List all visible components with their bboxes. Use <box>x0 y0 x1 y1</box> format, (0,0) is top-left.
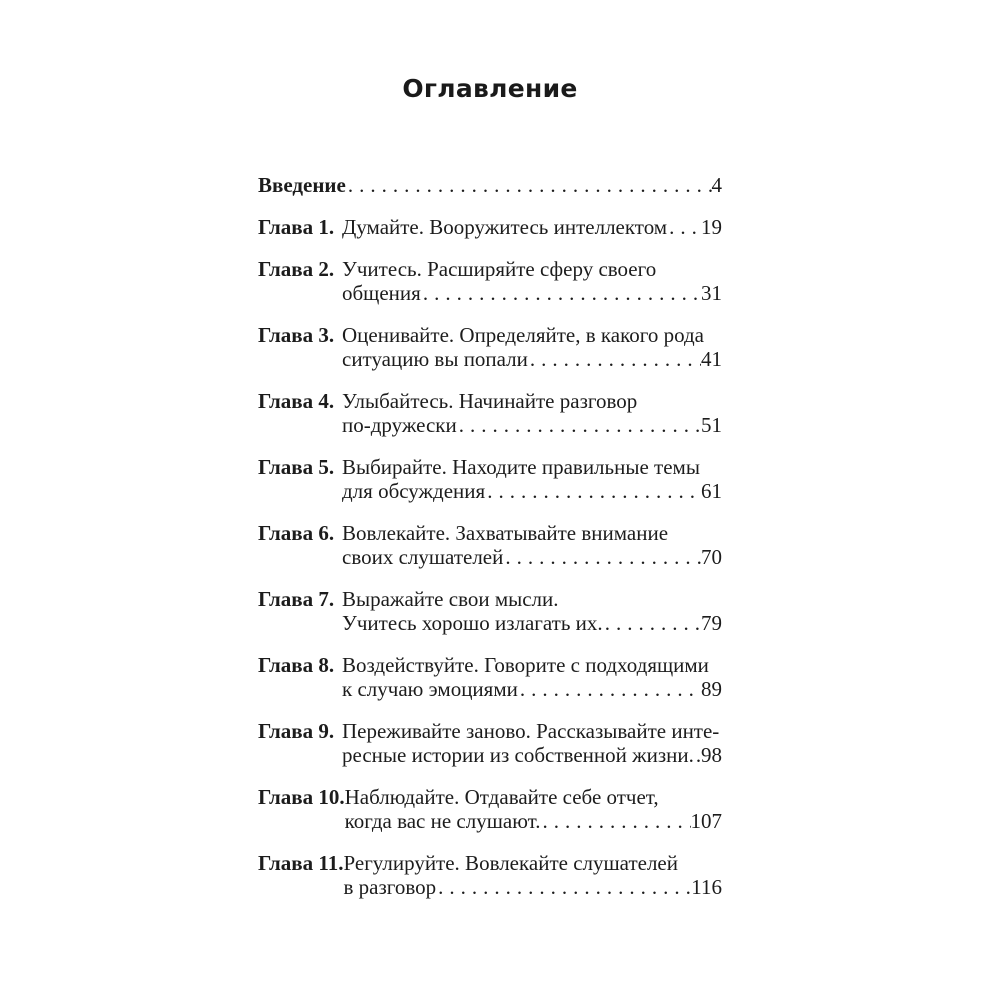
toc-entry <box>258 785 722 833</box>
toc-entry-body <box>342 257 722 305</box>
toc-entry-label: Глава 10. <box>258 785 345 809</box>
toc-entry-page-number: 61 <box>701 479 722 503</box>
toc-entry <box>258 653 722 701</box>
toc-entry-page-number: 79 <box>701 611 722 635</box>
toc-entry-body <box>343 851 722 899</box>
toc-entry-line <box>346 173 722 197</box>
toc-entry-line <box>342 743 722 767</box>
toc-entry-line <box>342 347 722 371</box>
toc-entry-line-text: ситуацию вы попали <box>342 347 528 371</box>
toc-entry-line-text: к случаю эмоциями <box>342 677 518 701</box>
toc-entry <box>258 455 722 503</box>
toc-entry <box>258 323 722 371</box>
dot-leader <box>669 215 701 239</box>
page-title: Оглавление <box>402 74 578 103</box>
toc-entry <box>258 173 722 197</box>
toc-entry <box>258 719 722 767</box>
toc-entry <box>258 257 722 305</box>
toc-entry-label: Глава 8. <box>258 653 335 677</box>
toc-entry-line <box>345 809 722 833</box>
dot-leader <box>438 875 691 899</box>
toc-entry-body <box>342 215 722 239</box>
toc-entry-body <box>342 521 722 569</box>
toc-entry-label: Глава 1. <box>258 215 335 239</box>
toc-entry-line-text: общения <box>342 281 421 305</box>
toc-entry-line-text: в разговор <box>343 875 437 899</box>
toc-entry-page-number: 4 <box>711 173 722 197</box>
toc-entry-body <box>342 719 722 767</box>
toc-entry-page-number: 51 <box>701 413 722 437</box>
toc-entry-page-number: 116 <box>691 875 722 899</box>
toc-content <box>258 74 722 899</box>
toc-entry-body <box>342 455 722 503</box>
toc-entry-label: Глава 4. <box>258 389 335 413</box>
toc-entry-page-number: 98 <box>701 743 722 767</box>
toc-entry-line: Учитесь. Расширяйте сферу своего <box>342 257 657 281</box>
toc-entry <box>258 389 722 437</box>
toc-entry-line-text: Учитесь хорошо излагать их. <box>342 611 603 635</box>
toc-entry-line-text: Думайте. Вооружитесь интеллектом <box>342 215 668 239</box>
toc-entry-label: Введение <box>258 173 346 197</box>
toc-entry-line: Регулируйте. Вовлекайте слушателей <box>343 851 678 875</box>
dot-leader <box>423 281 701 305</box>
toc-entry-page-number: 89 <box>701 677 722 701</box>
toc-entry-page-number: 70 <box>701 545 722 569</box>
toc-entry <box>258 587 722 635</box>
toc-entry-line <box>342 215 722 239</box>
toc-entry-line: Воздействуйте. Говорите с подходящими <box>342 653 709 677</box>
dot-leader <box>605 611 701 635</box>
toc-entry-line-text: для обсуждения <box>342 479 486 503</box>
toc-entry-page-number: 107 <box>690 809 722 833</box>
dot-leader <box>542 809 690 833</box>
toc-entry-body <box>346 173 722 197</box>
toc-entry-line: Улыбайтесь. Начинайте разговор <box>342 389 638 413</box>
toc-entry-page-number: 31 <box>701 281 722 305</box>
toc-entry <box>258 215 722 239</box>
toc-entry-body <box>345 785 722 833</box>
dot-leader <box>459 413 701 437</box>
toc-entry-line: Вовлекайте. Захватывайте внимание <box>342 521 669 545</box>
toc-entry-line <box>342 281 722 305</box>
toc-entry-line <box>343 875 722 899</box>
toc-list <box>258 173 722 899</box>
toc-entry-body <box>342 389 722 437</box>
toc-entry-label: Глава 11. <box>258 851 344 875</box>
toc-entry-line-text: своих слушателей <box>342 545 504 569</box>
toc-entry-line-text: ресные истории из собственной жизни. <box>342 743 694 767</box>
toc-entry-line <box>342 413 722 437</box>
toc-entry-line: Наблюдайте. Отдавайте себе отчет, <box>344 785 659 809</box>
dot-leader <box>520 677 701 701</box>
dot-leader <box>487 479 701 503</box>
toc-entry-page-number: 19 <box>701 215 722 239</box>
toc-entry-label: Глава 6. <box>258 521 335 545</box>
dot-leader <box>505 545 701 569</box>
toc-entry-page-number: 41 <box>701 347 722 371</box>
toc-entry-body <box>342 653 722 701</box>
toc-entry-line: Выбирайте. Находите правильные темы <box>342 455 700 479</box>
toc-entry-line-text: по-дружески <box>342 413 457 437</box>
toc-entry-line: Оценивайте. Определяйте, в какого рода <box>342 323 704 347</box>
toc-entry-label: Глава 5. <box>258 455 335 479</box>
toc-entry-label: Глава 7. <box>258 587 335 611</box>
toc-entry-line: Выражайте свои мысли. <box>342 587 559 611</box>
dot-leader <box>530 347 701 371</box>
toc-entry-label: Глава 3. <box>258 323 335 347</box>
toc-entry-body <box>342 323 722 371</box>
toc-entry-line <box>342 545 722 569</box>
toc-entry-label: Глава 2. <box>258 257 335 281</box>
toc-entry <box>258 521 722 569</box>
toc-entry-line <box>342 677 722 701</box>
toc-entry-line <box>342 611 722 635</box>
toc-entry-label: Глава 9. <box>258 719 335 743</box>
dot-leader <box>348 173 712 197</box>
toc-entry-line <box>342 479 722 503</box>
toc-entry <box>258 851 722 899</box>
toc-entry-line-text: когда вас не слушают. <box>344 809 541 833</box>
toc-entry-body <box>342 587 722 635</box>
toc-entry-line: Переживайте заново. Рассказывайте инте- <box>342 719 720 743</box>
